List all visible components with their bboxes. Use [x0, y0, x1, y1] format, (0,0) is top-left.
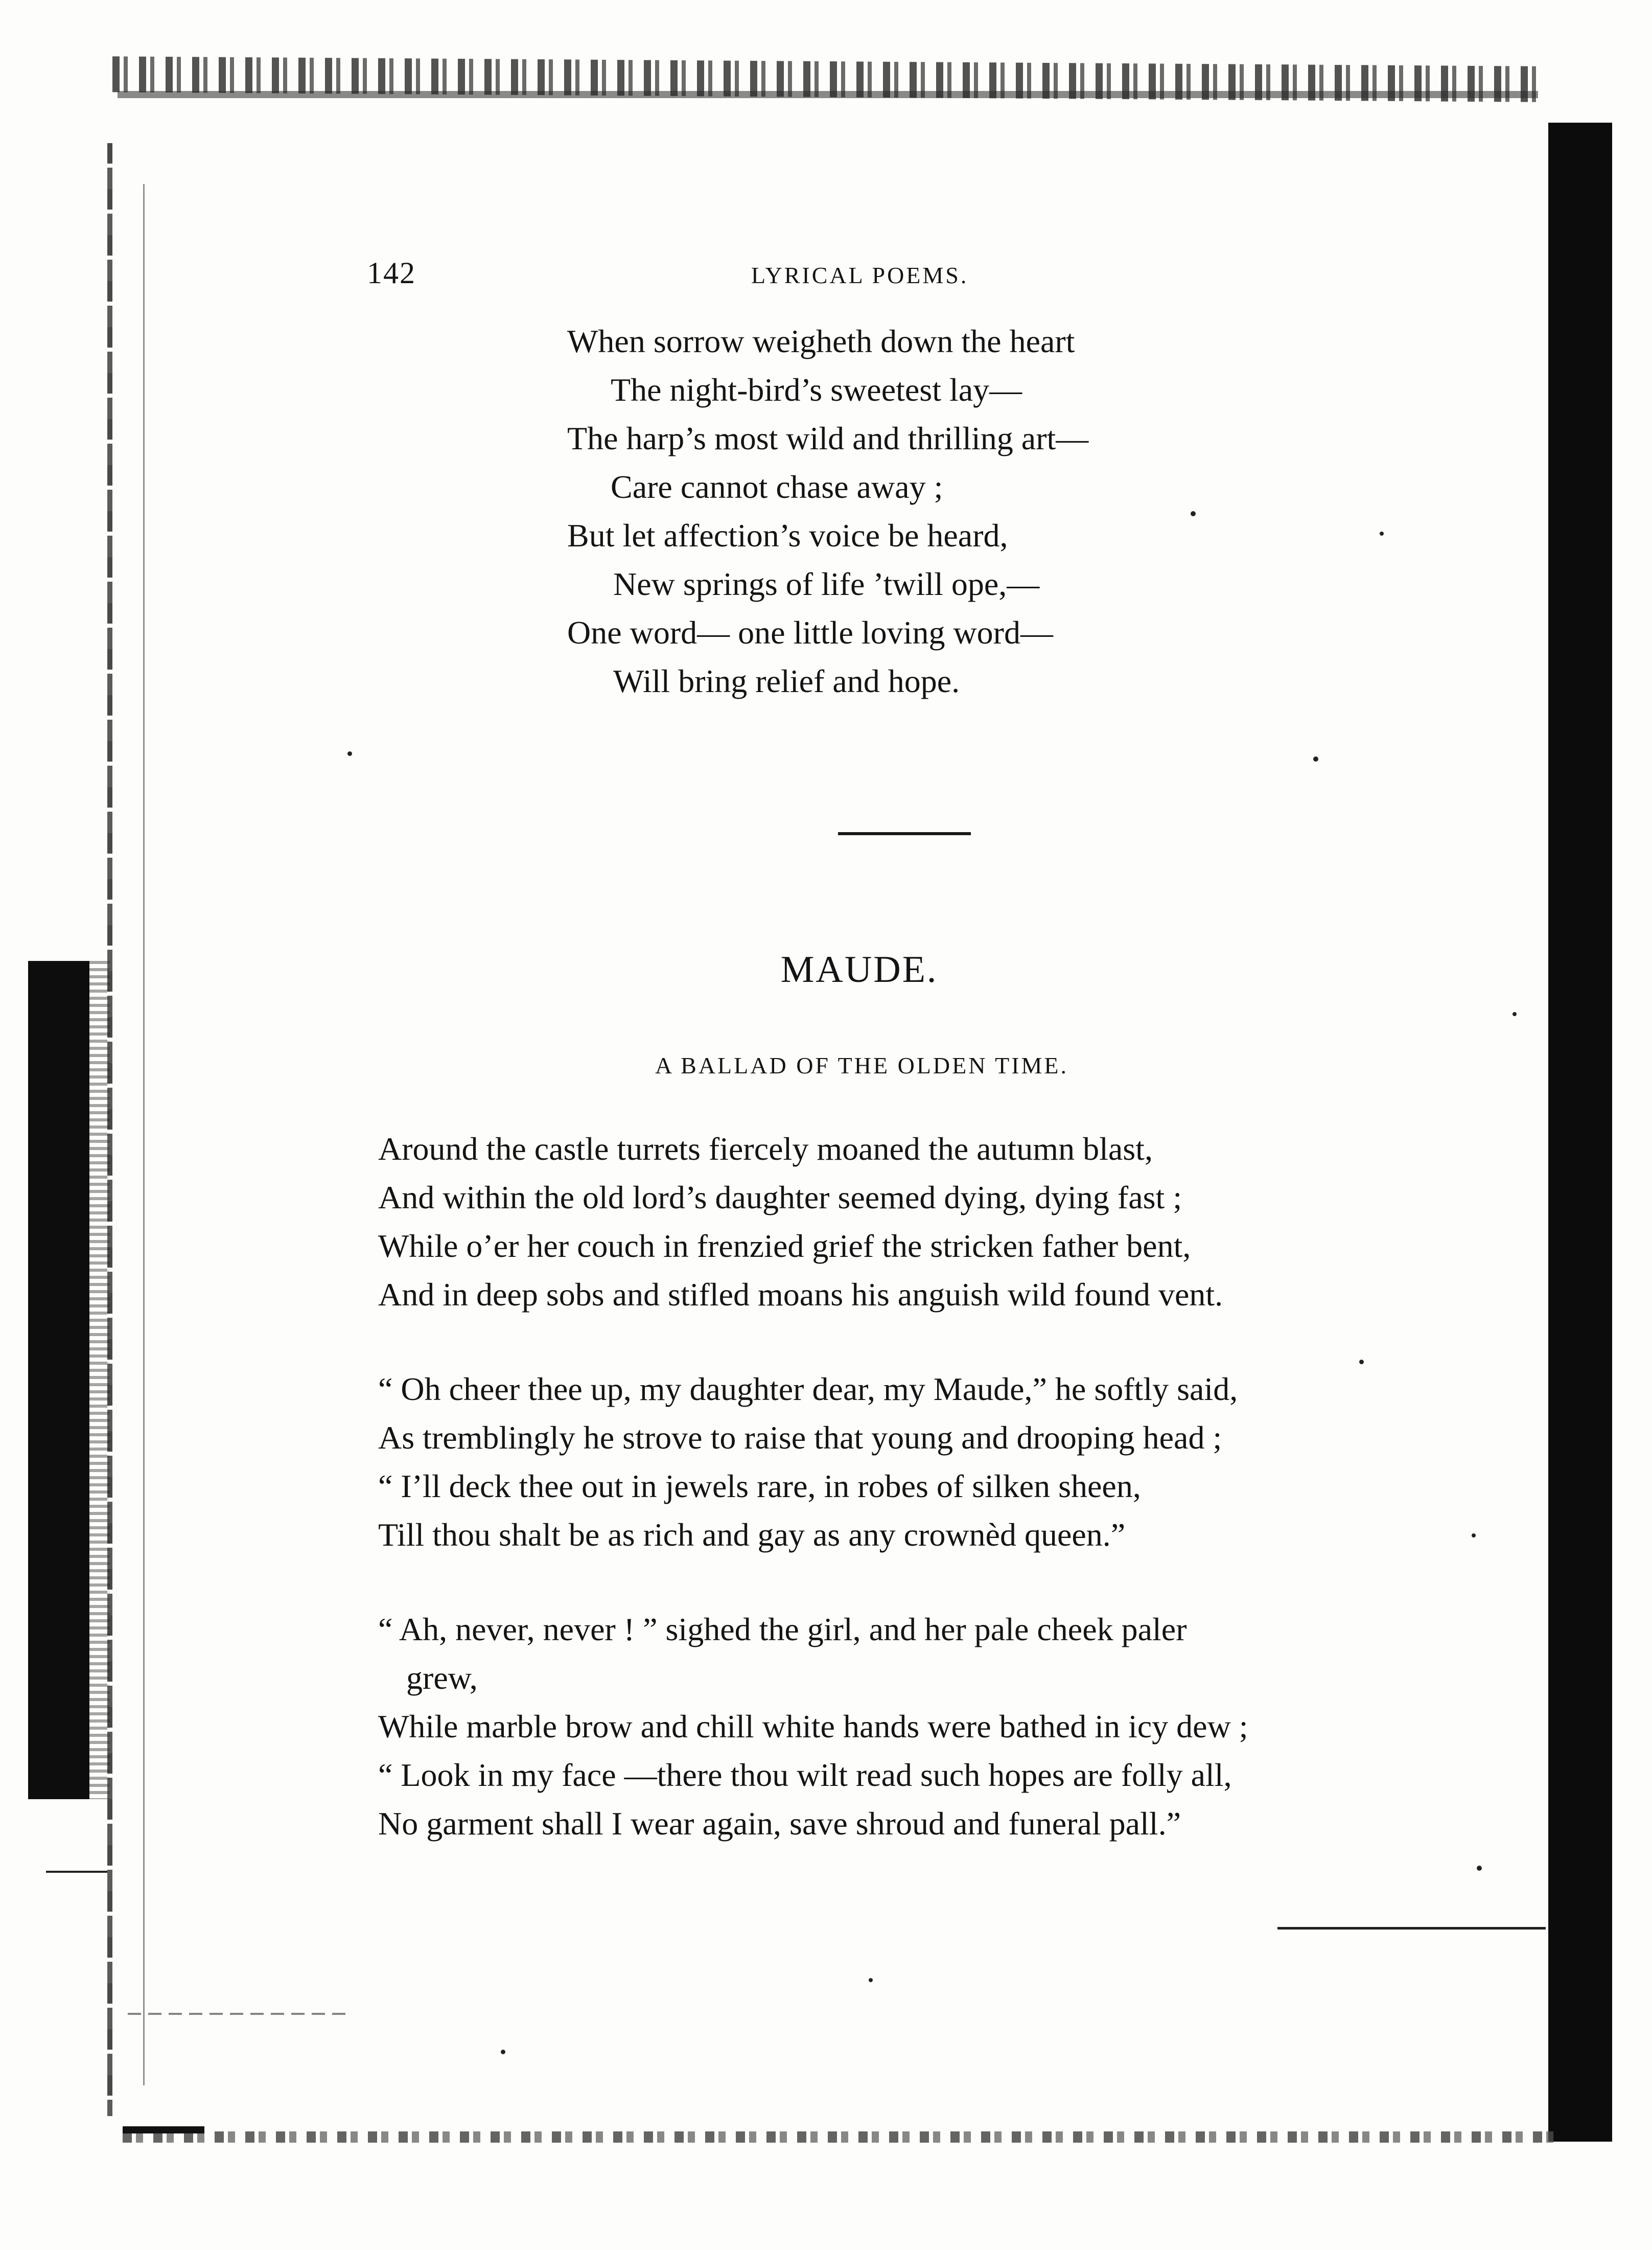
scan-speck [1359, 1360, 1364, 1364]
poem-line: Care cannot chase away ; [611, 469, 943, 505]
ballad-line-continuation: grew, [406, 1660, 478, 1696]
scan-left-rule [46, 1871, 107, 1873]
scan-edge-top-line [118, 91, 1538, 98]
scan-speck [501, 2050, 505, 2054]
ballad-line: And in deep sobs and stifled moans his anguish wild found vent. [378, 1276, 1223, 1313]
poem-stanza [567, 317, 1088, 705]
ballad-line: “ I’ll deck thee out in jewels rare, in robes of silken sheen, [378, 1468, 1141, 1504]
scan-left-strip [89, 961, 110, 1799]
scan-bottom-mark [123, 2126, 204, 2133]
poem-line: The night-bird’s sweetest lay— [611, 372, 1022, 408]
scan-left-edge [107, 143, 112, 2116]
ballad-line: And within the old lord’s daughter seemed dying, dying fast ; [378, 1179, 1182, 1215]
poem-title: MAUDE. [780, 949, 938, 991]
scan-right-rule [1277, 1927, 1546, 1930]
scan-speck [347, 751, 352, 756]
scan-bottom-edge [123, 2131, 1553, 2143]
ballad-line: While o’er her couch in frenzied grief the stricken father bent, [378, 1228, 1191, 1264]
poem-line: One word— one little loving word— [567, 614, 1053, 651]
page-number: 142 [367, 256, 416, 290]
scan-speck [1191, 511, 1196, 516]
page-header [0, 256, 1652, 296]
section-divider [838, 832, 971, 835]
running-head: LYRICAL POEMS. [751, 262, 969, 288]
scan-right-shadow [1548, 123, 1612, 2142]
ballad-stanza [378, 1365, 1238, 1559]
ballad-line: While marble brow and chill white hands were bathed in icy dew ; [378, 1708, 1248, 1744]
poem-line: But let affection’s voice be heard, [567, 517, 1008, 554]
ballad-stanza [378, 1605, 1248, 1848]
scan-speck [1472, 1533, 1476, 1537]
scan-speck [1380, 532, 1384, 536]
scan-bottom-dash [128, 2013, 347, 2015]
poem-subtitle: A BALLAD OF THE OLDEN TIME. [655, 1052, 1069, 1078]
ballad-line: “ Look in my face —there thou wilt read such hopes are folly all, [378, 1757, 1232, 1793]
ballad-line: “ Ah, never, never ! ” sighed the girl, and her pale cheek paler [378, 1611, 1187, 1647]
poem-line: The harp’s most wild and thrilling art— [567, 420, 1089, 456]
scan-speck [869, 1978, 873, 1982]
ballad-line: No garment shall I wear again, save shroud and funeral pall.” [378, 1805, 1181, 1842]
poem-line: When sorrow weigheth down the heart [567, 323, 1075, 359]
ballad-line: As tremblingly he strove to raise that young and drooping head ; [378, 1419, 1222, 1456]
scan-speck [1313, 756, 1318, 762]
scan-speck [1513, 1012, 1517, 1016]
scan-left-shadow [28, 961, 89, 1799]
ballad-line: Till thou shalt be as rich and gay as any crownèd queen.” [378, 1517, 1126, 1553]
poem-line: Will bring relief and hope. [613, 663, 960, 699]
scan-left-edge-line [143, 184, 145, 2085]
scan-speck [1477, 1866, 1482, 1871]
poem-line: New springs of life ’twill ope,— [613, 566, 1040, 602]
ballad-line: “ Oh cheer thee up, my daughter dear, my Maude,” he softly said, [378, 1371, 1238, 1407]
ballad-line: Around the castle turrets fiercely moaned the autumn blast, [378, 1131, 1153, 1167]
ballad-stanza [378, 1124, 1223, 1319]
